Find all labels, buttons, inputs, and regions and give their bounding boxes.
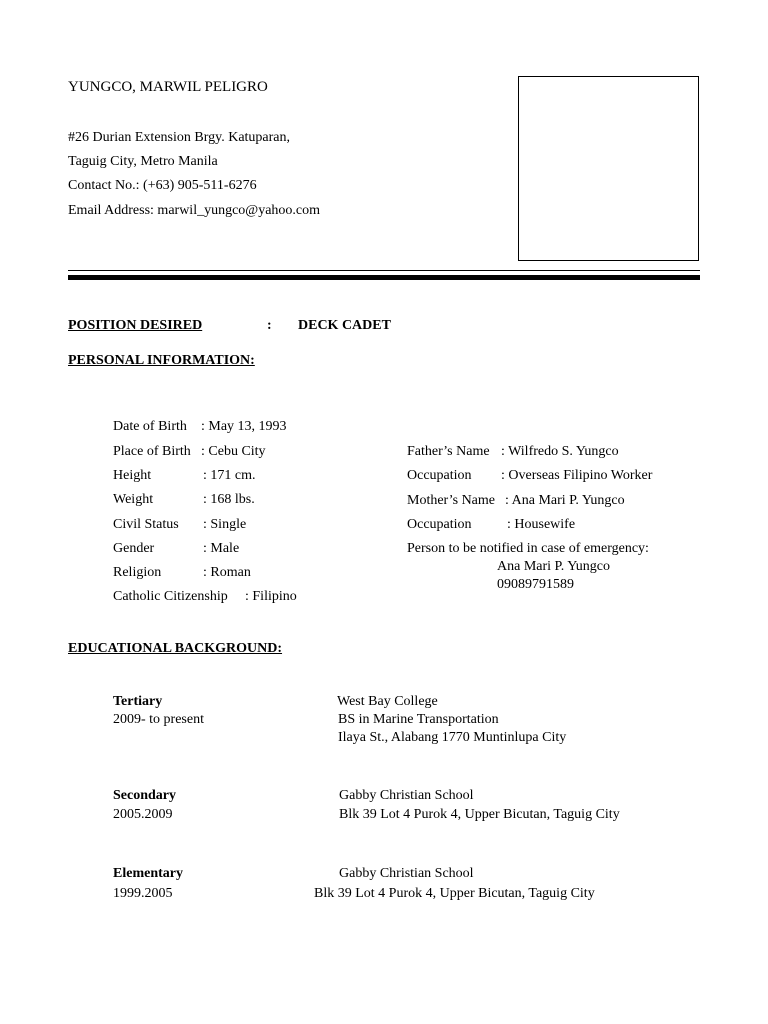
emergency-phone: 09089791589 (497, 577, 574, 592)
height-value: : 171 cm. (203, 468, 256, 483)
father-occupation-value: : Overseas Filipino Worker (501, 468, 653, 483)
position-label: POSITION DESIRED (68, 318, 203, 333)
email-address: Email Address: marwil_yungco@yahoo.com (68, 203, 321, 218)
address-line-2: Taguig City, Metro Manila (68, 154, 218, 169)
tertiary-level: Tertiary (113, 694, 163, 709)
secondary-level: Secondary (113, 788, 176, 803)
address-line-1: #26 Durian Extension Brgy. Katuparan, (68, 130, 291, 145)
elementary-school: Gabby Christian School (339, 866, 474, 881)
tertiary-address: Ilaya St., Alabang 1770 Muntinlupa City (338, 730, 567, 745)
contact-number: Contact No.: (+63) 905-511-6276 (68, 178, 257, 193)
emergency-name: Ana Mari P. Yungco (497, 559, 611, 574)
position-value: DECK CADET (298, 318, 391, 333)
father-name-value: : Wilfredo S. Yungco (501, 444, 619, 459)
mother-name-label: Mother’s Name (407, 493, 495, 508)
gender-value: : Male (203, 541, 240, 556)
pob-value: : Cebu City (201, 444, 266, 459)
religion-value: : Roman (203, 565, 251, 580)
personal-heading: PERSONAL INFORMATION: (68, 353, 255, 368)
dob-label: Date of Birth (113, 419, 187, 434)
weight-label: Weight (113, 492, 154, 507)
applicant-name: YUNGCO, MARWIL PELIGRO (68, 79, 268, 95)
citizenship-value: : Filipino (245, 589, 297, 604)
father-occupation-label: Occupation (407, 468, 472, 483)
photo-placeholder (518, 76, 699, 261)
divider-thick (68, 275, 700, 280)
secondary-address: Blk 39 Lot 4 Purok 4, Upper Bicutan, Taguig City (339, 807, 620, 822)
civil-status-label: Civil Status (113, 517, 179, 532)
mother-occupation-value: : Housewife (507, 517, 576, 532)
elementary-level: Elementary (113, 866, 183, 881)
mother-name-value: : Ana Mari P. Yungco (505, 493, 625, 508)
citizenship-label: Catholic Citizenship (113, 589, 228, 604)
tertiary-course: BS in Marine Transportation (338, 712, 499, 727)
secondary-school: Gabby Christian School (339, 788, 474, 803)
height-label: Height (113, 468, 152, 483)
dob-value: : May 13, 1993 (201, 419, 287, 434)
gender-label: Gender (113, 541, 155, 556)
education-heading: EDUCATIONAL BACKGROUND: (68, 641, 283, 656)
tertiary-school: West Bay College (337, 694, 438, 709)
religion-label: Religion (113, 565, 162, 580)
father-name-label: Father’s Name (407, 444, 490, 459)
position-colon: : (267, 318, 272, 333)
elementary-address: Blk 39 Lot 4 Purok 4, Upper Bicutan, Taguig City (314, 886, 595, 901)
emergency-label: Person to be notified in case of emergency: (407, 541, 649, 556)
divider-thin (68, 270, 700, 271)
civil-status-value: : Single (203, 517, 247, 532)
mother-occupation-label: Occupation (407, 517, 472, 532)
pob-label: Place of Birth (113, 444, 191, 459)
weight-value: : 168 lbs. (203, 492, 255, 507)
tertiary-years: 2009- to present (113, 712, 204, 727)
secondary-years: 2005.2009 (113, 807, 173, 822)
elementary-years: 1999.2005 (113, 886, 173, 901)
